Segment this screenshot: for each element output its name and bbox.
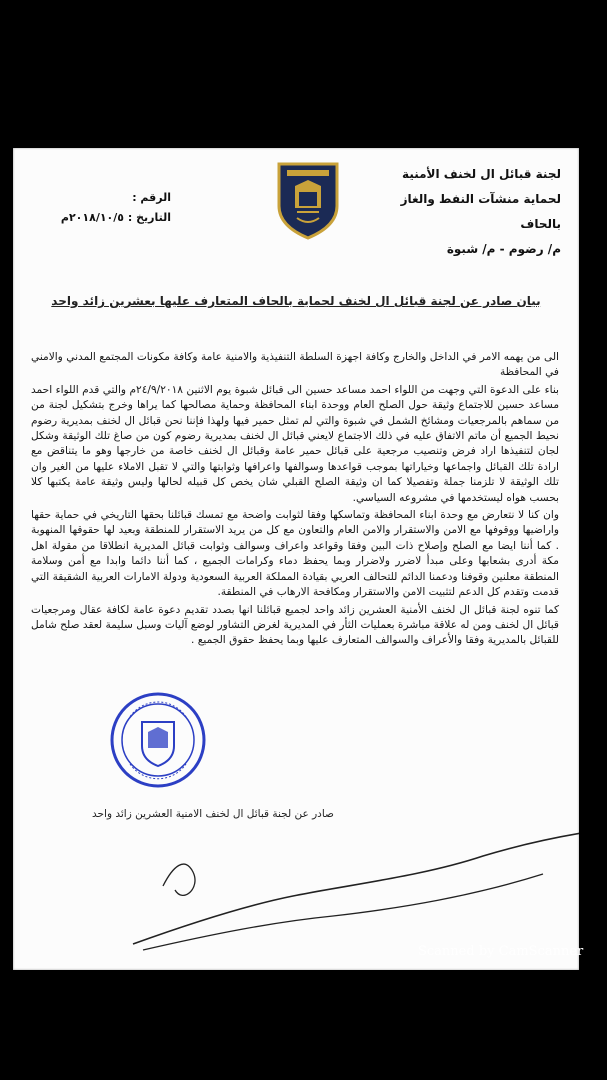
reference-number: الرقم :: [132, 191, 171, 204]
committee-header: [361, 162, 561, 262]
statement-title: بيان صادر عن لجنة قبائل ال لخنف لحماية بالحاف المتعارف عليها بعشرين زائد واحد: [51, 294, 541, 308]
statement-body: [31, 350, 559, 651]
official-seal: [108, 690, 208, 790]
scanner-watermark: Scanned by CamScanner: [418, 944, 584, 959]
committee-purpose: لحماية منشآت النفط والغاز بالحاف: [400, 192, 561, 231]
document-page: [13, 148, 579, 970]
handwritten-signature: [123, 826, 579, 956]
committee-name: لجنة قبائل ال لخنف الأمنية: [402, 167, 561, 181]
paragraph: كما تنوه لجنة قبائل ال لخنف الأمنية العشرين زائد واحد لجميع قبائلنا انها بصدد تقديم دعوة عامة لكافة عقال ومرجعيات قبائل ال لخنف ومن له علاقة مباشرة بعمليات الثأر في المديرية لغرض التشاور لوضع آليات وسبل سليمة لعقد صلح شامل للقبائل بالمديرية وفقا والأعراف والسوالف المتعارف عليها وبما يحفظ حقوق الجميع .: [31, 603, 559, 647]
signer-line: صادر عن لجنة قبائل ال لخنف الامنية العشرين زائد واحد: [92, 808, 334, 820]
committee-location: م/ رضوم - م/ شبوة: [446, 242, 561, 256]
paragraph: الى من يهمه الامر في الداخل والخارج وكافة اجهزة السلطة التنفيذية والامنية عامة وكافة مكونات المجتمع المدني والامني في المحافظة: [31, 351, 559, 379]
paragraph: بناء على الدعوة التي وجهت من اللواء احمد مساعد حسين الى قبائل شبوة يوم الاثنين ٢٤/٩/٢٠١٨م والتي قدم اللواء احمد مساعد حسين للاجتماع وثيقة حول الصلح العام ووحدة ابناء المحافظة وحماية مصالحها كما يراها وخرج بتشكيل لجنة من من سماهم بالمرجعيات ومشائخ الشمل في شبوة والتي لم تمثل حمير فيها ولهذا فإننا نحن قبائل ال لخنف بمديرية رضوم نحيط الجميع أن ماتم الاتفاق عليه في ذلك الاجتماع لايعني قبائل ال لخنف بمديرية رضوم كون من صاغ تلك الوثيقة وشكل لجان لتنفيذها اراد فرض وتنصيب مرجعية على قبائل حمير عامة وقبائل ال لخنف خاصة من خارجها وهو ما يتناقض مع ارادة تلك القبائل واجماعها وخياراتها بموجب قواعدها وسوالفها واعرافها وثوابتها والتي لا تقبل الاملاء عليها من الغير وان تلك الوثيقة لا تلزمنا جملة وتفصيلا كما ان وثيقة الصلح القبلي شان يخص كل قبيله لحالها وليس وثيقة عامة يكتبها كلا بحسب هواه ليستخدمها في مشروعه السياسي.: [31, 383, 559, 504]
document-date: التاريخ : ٢٠١٨/١٠/٥م: [60, 211, 171, 224]
reference-block: [41, 188, 171, 228]
paragraph: وان كنا لا نتعارض مع وحدة ابناء المحافظة وتماسكها وفقا لثوابت واضحة مع تمسك قبائلنا بحقها التاريخي في حماية حقها واراضيها ووقوفها مع الامن والاستقرار والامن العام والتعاون مع كل من يريد الاستقرار للمنطقة وبعيد لها حقوقها المنهوبة . كما أننا ايضا مع الصلح وإصلاح ذات البين وفقا وقواعد واعراف وسوالف وثوابت قبائل المديرية انطلاقا من مقولة اهل مكة أدرى بشعابها وعلى مبدأ لاضرر ولاضرار وبما يحفظ دماء وكرامات الجميع ، كما أننا دائما وابدا مع أمن وسلامة المنطقة معلنين وقوفنا ودعمنا الدائم للتحالف العربي بقيادة المملكة العربية السعودية ودولة الامارات العربية الشقيقة التي قدمت وتقدم كل الدعم لتثبيت الامن والاستقرار ومكافحة الارهاب في المنطقة.: [31, 509, 559, 599]
committee-logo: [275, 160, 341, 240]
